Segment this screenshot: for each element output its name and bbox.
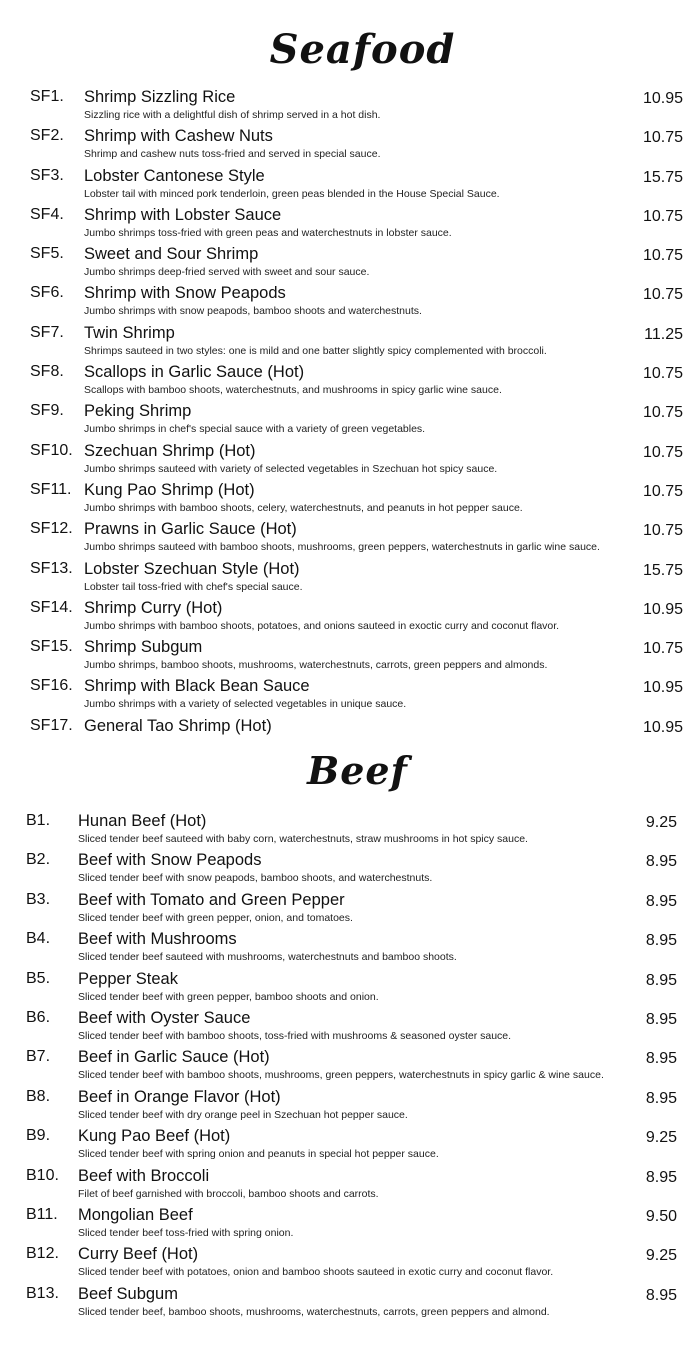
item-name: Shrimp with Snow Peapods — [84, 284, 286, 303]
beef-section-title: Beef — [307, 748, 408, 793]
item-code: SF14. — [30, 598, 73, 616]
item-description: Jumbo shrimps sauteed with variety of selected vegetables in Szechuan hot spicy sauce. — [84, 462, 498, 475]
item-price: 15.75 — [642, 168, 683, 186]
item-price: 8.95 — [645, 853, 677, 871]
item-code: B7. — [26, 1048, 51, 1066]
item-code: SF6. — [30, 284, 64, 302]
item-description: Sliced tender beef, bamboo shoots, mushrooms, waterchestnuts, carrots, green peppers and almond. — [78, 1305, 550, 1318]
menu-item-b1 — [0, 810, 695, 849]
item-description: Filet of beef garnished with broccoli, bamboo shoots and carrots. — [78, 1187, 379, 1200]
item-description: Lobster tail toss-fried with chef's special sauce. — [84, 580, 303, 593]
menu-item-sf6 — [0, 282, 695, 321]
item-price: 8.95 — [645, 1168, 677, 1186]
item-price: 9.50 — [645, 1207, 677, 1225]
menu-item-sf16 — [0, 675, 695, 714]
item-code: SF16. — [30, 677, 73, 695]
item-name: Pepper Steak — [78, 969, 178, 988]
item-name: Beef with Snow Peapods — [78, 851, 262, 870]
item-name: Beef with Broccoli — [78, 1166, 210, 1185]
item-price: 10.75 — [642, 365, 683, 383]
item-description: Shrimp and cashew nuts toss-fried and served in special sauce. — [84, 148, 381, 161]
item-description: Shrimps sauteed in two styles: one is mild and one batter slightly spicy complemented with broccoli. — [84, 344, 547, 357]
item-description: Jumbo shrimps in chef's special sauce with a variety of green vegetables. — [84, 423, 426, 436]
menu-item-b5 — [0, 968, 695, 1007]
item-name: Shrimp with Cashew Nuts — [84, 127, 273, 146]
item-code: B10. — [26, 1166, 59, 1184]
menu-item-b8 — [0, 1086, 695, 1125]
item-code: B1. — [26, 812, 51, 829]
item-price: 10.75 — [642, 286, 683, 304]
item-name: Peking Shrimp — [84, 402, 192, 421]
item-name: Sweet and Sour Shrimp — [84, 245, 259, 264]
item-price: 10.75 — [642, 443, 683, 461]
item-price: 8.95 — [645, 892, 677, 910]
item-code: SF9. — [30, 402, 64, 420]
item-name: Shrimp Subgum — [84, 638, 203, 657]
menu-item-sf5 — [0, 243, 695, 282]
item-description: Jumbo shrimps, bamboo shoots, mushrooms, waterchestnuts, carrots, green peppers and almonds. — [84, 659, 548, 672]
item-name: Hunan Beef (Hot) — [78, 812, 207, 830]
item-code: SF12. — [30, 520, 73, 538]
item-description: Sliced tender beef with green pepper, bamboo shoots and onion. — [78, 990, 379, 1003]
item-description: Jumbo shrimps with bamboo shoots, potatoes, and onions sauteed in exoctic curry and coconut flavor. — [84, 619, 560, 632]
item-price: 8.95 — [645, 1089, 677, 1107]
seafood-menu-list — [0, 86, 695, 754]
menu-item-b12 — [0, 1243, 695, 1282]
item-name: Shrimp Sizzling Rice — [84, 88, 236, 106]
menu-item-sf3 — [0, 165, 695, 204]
item-price: 10.75 — [642, 522, 683, 540]
menu-item-sf10 — [0, 440, 695, 479]
menu-item-b9 — [0, 1125, 695, 1164]
item-code: SF4. — [30, 205, 64, 223]
menu-item-b11 — [0, 1204, 695, 1243]
item-name: Mongolian Beef — [78, 1205, 193, 1224]
item-price: 8.95 — [645, 932, 677, 950]
menu-item-b6 — [0, 1007, 695, 1046]
menu-item-sf7 — [0, 322, 695, 361]
menu-item-b4 — [0, 928, 695, 967]
item-code: SF1. — [30, 88, 64, 105]
item-price: 9.25 — [645, 814, 677, 831]
item-description: Scallops with bamboo shoots, waterchestnuts, and mushrooms in spicy garlic wine sauce. — [84, 384, 502, 397]
item-name: Shrimp with Lobster Sauce — [84, 205, 282, 224]
menu-item-b3 — [0, 889, 695, 928]
item-name: Curry Beef (Hot) — [78, 1245, 199, 1264]
item-price: 10.75 — [642, 129, 683, 147]
item-name: Kung Pao Beef (Hot) — [78, 1127, 231, 1146]
menu-item-b13 — [0, 1283, 695, 1322]
item-price: 15.75 — [642, 561, 683, 579]
item-code: B2. — [26, 851, 51, 869]
item-name: Szechuan Shrimp (Hot) — [84, 441, 256, 460]
item-price: 10.75 — [642, 404, 683, 422]
item-name: Shrimp with Black Bean Sauce — [84, 677, 310, 696]
beef-menu-list — [0, 810, 695, 1322]
item-code: B6. — [26, 1008, 51, 1026]
item-code: SF8. — [30, 363, 64, 381]
menu-item-b10 — [0, 1165, 695, 1204]
item-description: Sizzling rice with a delightful dish of shrimp served in a hot dish. — [84, 109, 381, 121]
item-description: Sliced tender beef with bamboo shoots, mushrooms, green peppers, waterchestnuts in spicy garlic & wine sauce. — [78, 1069, 604, 1082]
item-description: Sliced tender beef with green pepper, onion, and tomatoes. — [78, 911, 353, 924]
menu-item-sf14 — [0, 597, 695, 636]
item-description: Jumbo shrimps sauteed with bamboo shoots, mushrooms, green peppers, waterchestnuts in garlic wine sauce. — [84, 541, 600, 554]
menu-item-sf11 — [0, 479, 695, 518]
menu-item-sf1 — [0, 86, 695, 125]
menu-item-sf15 — [0, 636, 695, 675]
item-code: SF3. — [30, 166, 64, 184]
item-description: Jumbo shrimps deep-fried served with sweet and sour sauce. — [84, 266, 370, 279]
item-code: SF17. — [30, 716, 73, 734]
item-code: B3. — [26, 890, 51, 908]
item-description: Jumbo shrimps with a variety of selected vegetables in unique sauce. — [84, 698, 407, 711]
item-description: Sliced tender beef sauteed with baby corn, waterchestnuts, straw mushrooms in hot spicy sauce. — [78, 833, 528, 845]
item-description: Sliced tender beef with bamboo shoots, toss-fried with mushrooms & seasoned oyster sauce. — [78, 1029, 512, 1042]
menu-item-sf8 — [0, 361, 695, 400]
item-name: General Tao Shrimp (Hot) — [84, 716, 272, 735]
item-price: 8.95 — [645, 1010, 677, 1028]
item-name: Beef with Tomato and Green Pepper — [78, 890, 345, 909]
item-code: B11. — [26, 1205, 58, 1223]
item-price: 10.95 — [642, 679, 683, 697]
item-name: Shrimp Curry (Hot) — [84, 598, 223, 617]
item-description: Sliced tender beef with potatoes, onion and bamboo shoots sauteed in exotic curry and coconut flavor. — [78, 1266, 554, 1279]
menu-item-b7 — [0, 1046, 695, 1085]
item-code: SF5. — [30, 245, 64, 263]
item-description: Lobster tail with minced pork tenderloin, green peas blended in the House Special Sauce. — [84, 187, 500, 200]
item-price: 11.25 — [644, 325, 683, 343]
item-name: Kung Pao Shrimp (Hot) — [84, 480, 255, 499]
item-code: SF15. — [30, 638, 73, 656]
item-code: SF7. — [30, 323, 64, 341]
menu-item-b2 — [0, 849, 695, 888]
item-name: Lobster Szechuan Style (Hot) — [84, 559, 300, 578]
item-description: Jumbo shrimps with snow peapods, bamboo shoots and waterchestnuts. — [84, 305, 422, 318]
item-price: 10.95 — [642, 600, 683, 618]
item-code: SF2. — [30, 127, 64, 145]
item-code: SF13. — [30, 559, 73, 577]
item-price: 10.75 — [642, 207, 683, 225]
item-description: Sliced tender beef with spring onion and peanuts in special hot pepper sauce. — [78, 1148, 439, 1161]
menu-item-sf4 — [0, 204, 695, 243]
item-code: B4. — [26, 930, 51, 948]
item-name: Beef in Garlic Sauce (Hot) — [78, 1048, 270, 1067]
item-description: Sliced tender beef sauteed with mushrooms, waterchestnuts and bamboo shoots. — [78, 951, 457, 964]
item-price: 9.25 — [645, 1247, 677, 1265]
item-description: Jumbo shrimps with bamboo shoots, celery, waterchestnuts, and peanuts in hot pepper sauce. — [84, 501, 523, 514]
item-name: Beef with Oyster Sauce — [78, 1008, 251, 1027]
item-price: 10.75 — [642, 482, 683, 500]
item-description: Sliced tender beef with snow peapods, bamboo shoots, and waterchestnuts. — [78, 872, 433, 885]
menu-item-sf2 — [0, 125, 695, 164]
item-name: Beef Subgum — [78, 1284, 178, 1303]
item-description: Jumbo shrimps toss-fried with green peas and waterchestnuts in lobster sauce. — [84, 226, 452, 239]
item-name: Prawns in Garlic Sauce (Hot) — [84, 520, 297, 539]
item-description: Sliced tender beef toss-fried with spring onion. — [78, 1226, 294, 1239]
item-description: Sliced tender beef with dry orange peel in Szechuan hot pepper sauce. — [78, 1108, 408, 1121]
item-price: 8.95 — [645, 1286, 677, 1304]
item-code: B13. — [26, 1284, 59, 1302]
item-name: Lobster Cantonese Style — [84, 166, 265, 185]
item-code: SF11. — [30, 480, 72, 498]
item-code: B12. — [26, 1245, 59, 1263]
menu-item-sf9 — [0, 400, 695, 439]
item-price: 8.95 — [645, 1050, 677, 1068]
item-price: 10.75 — [642, 640, 683, 658]
seafood-section-title: Seafood — [269, 26, 456, 73]
item-name: Beef with Mushrooms — [78, 930, 237, 949]
item-code: B5. — [26, 969, 51, 987]
item-price: 10.95 — [642, 90, 683, 107]
item-price: 10.95 — [642, 718, 683, 736]
item-price: 9.25 — [645, 1129, 677, 1147]
item-code: B9. — [26, 1127, 51, 1145]
menu-item-sf13 — [0, 558, 695, 597]
item-price: 10.75 — [642, 247, 683, 265]
item-name: Twin Shrimp — [84, 323, 175, 342]
item-price: 8.95 — [645, 971, 677, 989]
item-code: SF10. — [30, 441, 73, 459]
item-code: B8. — [26, 1087, 51, 1105]
menu-item-sf12 — [0, 518, 695, 557]
item-name: Beef in Orange Flavor (Hot) — [78, 1087, 281, 1106]
item-name: Scallops in Garlic Sauce (Hot) — [84, 363, 305, 382]
